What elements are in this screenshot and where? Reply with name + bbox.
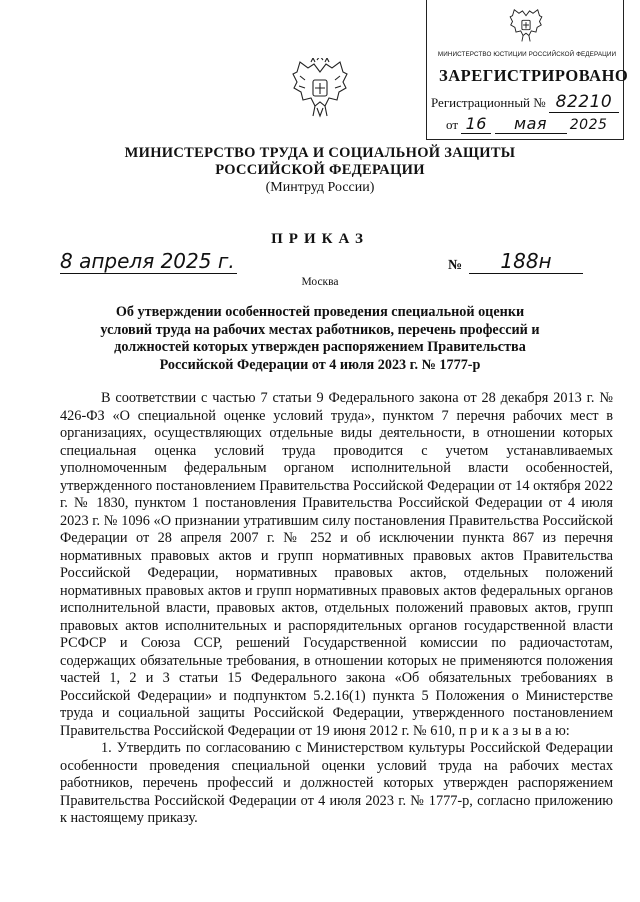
document-body: [60, 390, 613, 828]
document-city: Москва: [301, 276, 339, 288]
ministry-name-line1: МИНИСТЕРСТВО ТРУДА И СОЦИАЛЬНОЙ ЗАЩИТЫ: [124, 145, 516, 161]
ministry-short-name: (Минтруд России): [265, 180, 375, 195]
body-item-1: 1. Утвердить по согласованию с Министерством культуры Российской Федерации особенности проведения специальной оценки условий труда на рабочих местах работников, перечень профессий и должностей которых утвержден распоряжением Правительства Российской Федерации от 4 июля 2023 г. № 1777-р, согласно приложению к настоящему приказу.: [60, 740, 613, 826]
document-subject: Об утверждении особенностей проведения специальной оценки условий труда на рабочих местах работников, перечень профессий и должностей которых утвержден распоряжением Правительства Российской Федерации от 4 июля 2023 г. № 1777-р: [100, 304, 540, 373]
stamp-date-year: 2025: [569, 117, 608, 133]
stamp-regnum-row: [431, 92, 619, 113]
registration-stamp: [426, 0, 629, 140]
stamp-date-month: мая: [495, 114, 567, 134]
document-number-label: №: [448, 258, 463, 273]
ministry-name-line2: РОССИЙСКОЙ ФЕДЕРАЦИИ: [215, 162, 425, 178]
state-emblem-icon: [291, 58, 349, 118]
stamp-date-prefix: от: [446, 117, 459, 132]
stamp-date-day: 16: [461, 114, 491, 134]
document-type: ПРИКАЗ: [271, 231, 369, 247]
stamp-regnum-label: Регистрационный №: [431, 95, 546, 110]
document-number: 188н: [469, 249, 583, 274]
body-preamble: В соответствии с частью 7 статьи 9 Федерального закона от 28 декабря 2013 г. № 426-ФЗ «О специальной оценке условий труда», пунктом 7 перечня рабочих мест в организациях, осуществляющих отдельные виды деятельности, в отношении которых специальная оценка условий труда проводится с учетом устанавливаемых уполномоченным федеральным органом исполнительной власти особенностей, утвержденного постановлением Правительства Российской Федерации от 14 октября 2022 г. № 1830, пунктом 1 постановления Правительства Российской Федерации от 4 июля 2023 г. № 1096 «О признании утратившим силу постановления Правительства Российской Федерации от 28 апреля 2007 г. № 252 и об исключении пункта 867 из перечня нормативных правовых актов и групп нормативных правовых актов Правительства Российской Федерации, нормативных правовых актов, отдельных положений нормативных правовых актов и групп нормативных правовых актов федеральных органов исполнительной власти, правовых актов, отдельных положений правовых актов, групп правовых актов исполнительных и распорядительных органов государственной власти РСФСР и Союза ССР, решений Государственной комиссии по радиочастотам, содержащих обязательные требования, в отношении которых не применяются положения частей 1, 2 и 3 статьи 15 Федерального закона «Об обязательных требованиях в Российской Федерации» и подпунктом 5.2.16(1) пункта 5 Положения о Министерстве труда и социальной защиты Российской Федерации, утвержденного постановлением Правительства Российской Федерации от 19 июня 2012 г. № 610, п р и к а з ы в а ю:: [60, 390, 613, 739]
stamp-date-row: [446, 114, 607, 134]
stamp-ministry: МИНИСТЕРСТВО ЮСТИЦИИ РОССИЙСКОЙ ФЕДЕРАЦИИ: [437, 51, 617, 58]
stamp-regnum-value: 82210: [549, 92, 619, 113]
document-date: 8 апреля 2025 г.: [60, 249, 235, 273]
stamp-status: ЗАРЕГИСТРИРОВАНО: [439, 66, 629, 85]
